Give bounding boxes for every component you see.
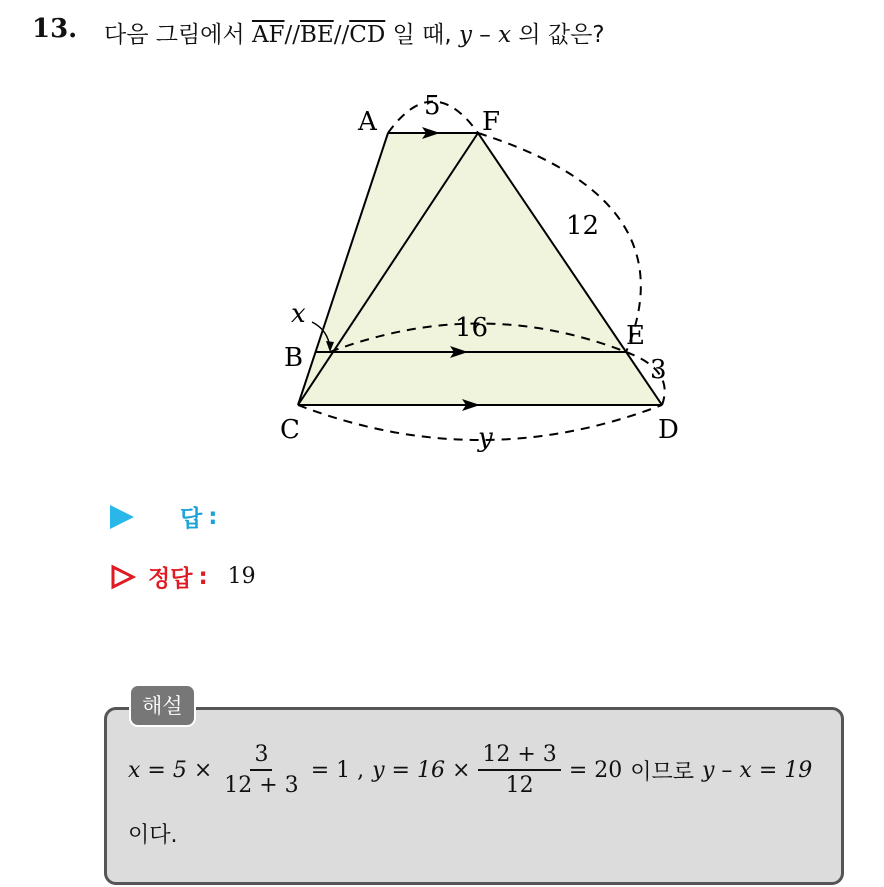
length-be: 16 <box>455 313 489 343</box>
point-c-label: C <box>280 415 300 445</box>
question-suffix: 의 값은? <box>518 22 605 48</box>
solution-line-1 <box>128 742 812 798</box>
answer-row <box>110 500 217 533</box>
point-e-label: E <box>626 321 645 351</box>
correct-answer-value: 19 <box>227 564 256 589</box>
segment-cd: $\overline{CD}$ <box>349 22 386 48</box>
point-d-label: D <box>658 415 679 445</box>
length-af: 5 <box>424 91 441 121</box>
length-fe: 12 <box>566 211 600 241</box>
length-cd: y <box>478 423 493 453</box>
filled-triangle-icon <box>110 505 134 529</box>
outline-triangle-icon <box>110 564 136 590</box>
solution-word: 이므로 <box>630 759 694 785</box>
solution-y-eq: y = 16 × <box>372 757 471 783</box>
solution-tag: 해설 <box>129 684 196 727</box>
answer-label: 답 <box>180 506 203 532</box>
fraction-1-denominator: 12 + 3 <box>224 773 299 798</box>
question-number: 13. <box>32 14 78 44</box>
point-b-label: B <box>284 343 304 373</box>
fraction-1-numerator: 3 <box>250 742 272 771</box>
point-a-label: A <box>358 107 377 137</box>
var-y: y <box>458 22 472 48</box>
question-mid: 일 때, <box>392 22 452 48</box>
solution-eq-1: = 1 , <box>310 757 365 783</box>
correct-answer-colon: : <box>198 563 208 590</box>
fraction-2-numerator: 12 + 3 <box>478 742 560 771</box>
figure-fill <box>298 133 662 405</box>
solution-result: y – x = 19 <box>702 757 813 783</box>
fraction-2 <box>478 742 560 798</box>
answer-colon: : <box>208 503 218 530</box>
question-prefix: 다음 그림에서 <box>104 22 245 48</box>
correct-answer-label: 정답 <box>148 566 193 592</box>
segment-be: $\overline{BE}$ <box>300 22 334 48</box>
parallel-symbol: // <box>284 22 301 48</box>
length-ed: 3 <box>650 355 667 385</box>
point-f-label: F <box>482 107 501 137</box>
parallel-symbol: // <box>333 22 350 48</box>
var-x: x <box>498 22 512 48</box>
segment-af: $\overline{AF}$ <box>251 22 285 48</box>
trapezoid-figure <box>270 80 690 460</box>
solution-x-eq: x = 5 × <box>128 757 213 783</box>
fraction-2-denominator: 12 <box>505 773 534 798</box>
solution-eq-2: = 20 <box>568 757 623 783</box>
length-bx: x <box>291 299 306 329</box>
correct-answer-row <box>110 560 256 593</box>
minus-sign: – <box>479 22 491 48</box>
solution-line-2: 이다. <box>128 823 178 848</box>
fraction-1 <box>220 742 302 798</box>
question-text <box>104 16 605 49</box>
